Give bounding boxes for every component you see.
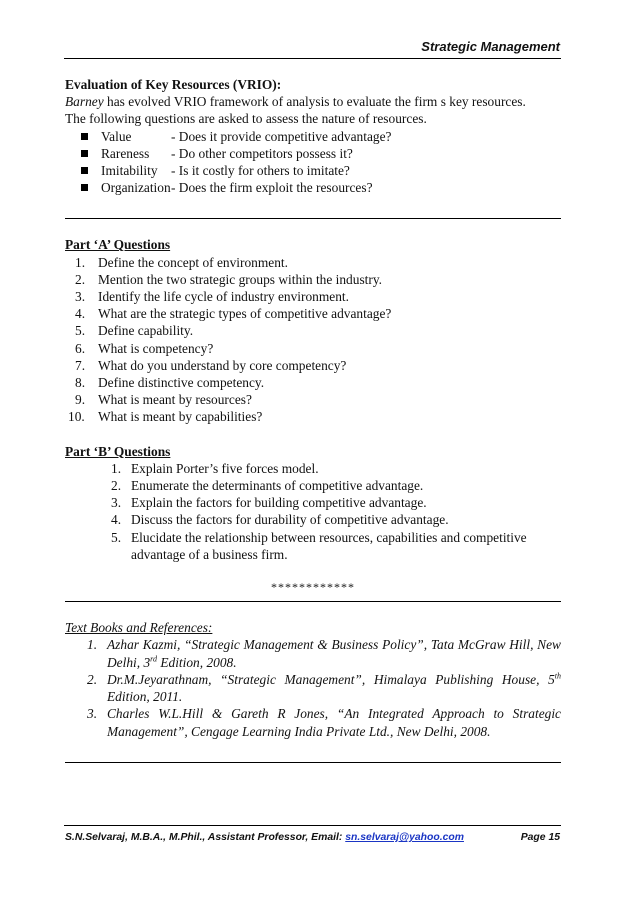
vrio-list bbox=[65, 128, 561, 197]
section-divider bbox=[65, 601, 561, 602]
footer-author: S.N.Selvaraj, M.B.A., M.Phil., Assistant Professor, Email: bbox=[65, 832, 346, 843]
vrio-heading: Evaluation of Key Resources (VRIO): bbox=[65, 77, 282, 92]
vrio-item bbox=[65, 179, 561, 196]
part-a-question: 10. What is meant by capabilities? bbox=[68, 409, 263, 425]
vrio-term: Rareness bbox=[101, 145, 150, 161]
part-b-question-list bbox=[65, 460, 561, 563]
part-a-question-list bbox=[65, 254, 561, 426]
reference-item: 2. Dr.M.Jeyarathnam, “Strategic Management”, Himalaya Publishing House, 5th Edition, 2011. bbox=[87, 671, 561, 705]
part-a-question: 2. Mention the two strategic groups within the industry. bbox=[75, 271, 383, 287]
part-a-question: 1. Define the concept of environment. bbox=[75, 254, 288, 270]
footer-email-link[interactable]: sn.selvaraj@yahoo.com bbox=[345, 832, 464, 843]
vrio-question: - Is it costly for others to imitate? bbox=[171, 163, 350, 179]
part-a-question: 6. What is competency? bbox=[75, 340, 214, 356]
part-a-question: 4. What are the strategic types of competitive advantage? bbox=[75, 306, 392, 322]
vrio-intro-line2: The following questions are asked to assess the nature of resources. bbox=[65, 111, 427, 127]
part-b-question: 1. Explain Porter’s five forces model. bbox=[111, 460, 319, 476]
part-a-question: 7. What do you understand by core competency? bbox=[75, 357, 347, 373]
header-rule bbox=[64, 58, 561, 59]
square-bullet-icon bbox=[81, 133, 88, 140]
references-list bbox=[65, 636, 561, 739]
vrio-term: Organization bbox=[101, 180, 171, 196]
running-header: Strategic Management bbox=[421, 39, 560, 54]
part-b-question: 3. Explain the factors for building competitive advantage. bbox=[111, 495, 427, 511]
square-bullet-icon bbox=[81, 167, 88, 174]
vrio-question: - Does it provide competitive advantage? bbox=[171, 128, 392, 144]
vrio-term: Imitability bbox=[101, 163, 158, 179]
page-number: Page 15 bbox=[520, 832, 560, 843]
reference-item: 3. Charles W.L.Hill & Gareth R Jones, “An Integrated Approach to Strategic Management”, Cengage Learning India Private Ltd., New Delhi, 2008. bbox=[87, 706, 561, 739]
part-a-question: 8. Define distinctive competency. bbox=[75, 375, 265, 391]
vrio-intro-text: has evolved VRIO framework of analysis to evaluate the firm s key resources. bbox=[103, 94, 526, 110]
running-footer bbox=[65, 832, 560, 843]
footer-rule bbox=[64, 825, 561, 826]
vrio-item bbox=[65, 145, 561, 162]
vrio-intro-author: Barney bbox=[65, 94, 104, 110]
part-a-heading: Part ‘A’ Questions bbox=[65, 237, 171, 253]
part-b-question: 5. Elucidate the relationship between resources, capabilities and competitive advantage of a business firm. bbox=[111, 529, 527, 562]
part-b-heading: Part ‘B’ Questions bbox=[65, 443, 171, 459]
vrio-term: Value bbox=[101, 128, 132, 144]
vrio-item bbox=[65, 162, 561, 179]
section-divider bbox=[65, 762, 561, 763]
references-heading: Text Books and References: bbox=[65, 620, 213, 636]
section-divider bbox=[65, 218, 561, 219]
square-bullet-icon bbox=[81, 184, 88, 191]
reference-item: 1. Azhar Kazmi, “Strategic Management & Business Policy”, Tata McGraw Hill, New Delhi, 3rd Edition, 2008. bbox=[87, 637, 561, 670]
part-a-question: 9. What is meant by resources? bbox=[75, 392, 252, 408]
section-stars: ************ bbox=[271, 580, 355, 595]
part-b-question: 4. Discuss the factors for durability of competitive advantage. bbox=[111, 512, 449, 528]
vrio-item bbox=[65, 128, 561, 145]
part-a-question: 5. Define capability. bbox=[75, 323, 194, 339]
part-a-question: 3. Identify the life cycle of industry environment. bbox=[75, 289, 349, 305]
part-b-question: 2. Enumerate the determinants of competitive advantage. bbox=[111, 478, 424, 494]
vrio-question: - Do other competitors possess it? bbox=[171, 145, 353, 161]
page-content bbox=[65, 76, 561, 763]
square-bullet-icon bbox=[81, 150, 88, 157]
vrio-intro bbox=[65, 93, 561, 110]
vrio-question: - Does the firm exploit the resources? bbox=[171, 180, 373, 196]
